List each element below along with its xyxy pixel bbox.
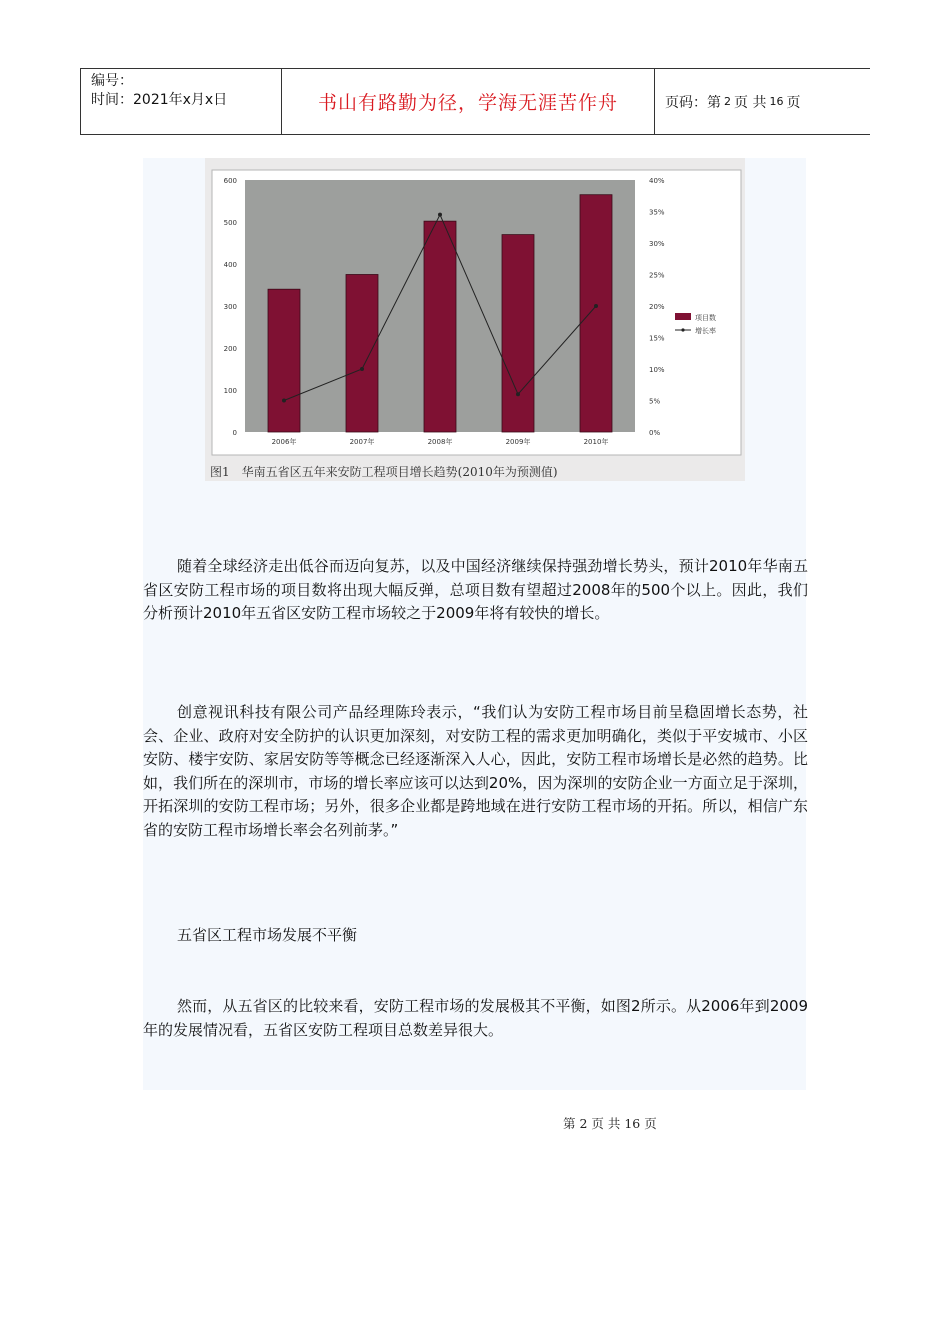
y2-tick-label: 5% [649,397,661,406]
paragraph-2: 创意视讯科技有限公司产品经理陈玲表示，“我们认为安防工程市场目前呈稳固增长态势，社会、企业、政府对安全防护的认识更加深刻，对安防工程的需求更加明确化，类似于平安城市、小区安防、楼宇安防、家居安防等等概念已经逐渐深入人心，因此，安防工程市场增长是必然的趋势。比如，我们所在的深圳市，市场的增长率应该可以达到20%，因为深圳的安防企业一方面立足于深圳，开拓深圳的安防工程市场；另外，很多企业都是跨地域在进行安防工程市场的开拓。所以，相信广东省的安防工程市场增长率会名列前茅。” [143,703,808,839]
header-page-info [655,69,870,134]
y2-tick-label: 10% [649,366,665,374]
y-tick-label: 100 [223,387,237,395]
y2-tick-label: 30% [649,240,665,248]
legend-marker-line [681,328,684,331]
y2-tick-label: 15% [649,334,665,343]
page-suffix: 页 [786,94,801,111]
growth-point [594,304,598,308]
y2-tick-label: 25% [649,271,665,280]
x-tick-label: 2008年 [427,438,453,446]
caption-number: 图1 [210,465,230,479]
y-tick-label: 0 [232,429,237,437]
growth-chart [205,158,745,481]
page-number: 2 [724,95,731,108]
header-info-cell [81,69,282,134]
bar [424,221,456,432]
x-tick-label: 2006年 [271,438,297,446]
page-mid: 页 共 [734,94,767,111]
page-total: 16 [769,95,784,108]
bar [502,235,534,432]
y2-tick-label: 20% [649,303,665,311]
paragraph-1: 随着全球经济走出低谷而迈向复苏，以及中国经济继续保持强劲增长势头，预计2010年华南五省区安防工程市场的项目数将出现大幅反弹，总项目数有望超过2008年的500个以上。因此，我们分析预计2010年五省区安防工程市场较之于2009年将有较快的增长。 [143,557,808,622]
legend-swatch-bars [675,313,691,320]
header-table [80,68,870,135]
bar [346,275,378,433]
page-footer: 第 2 页 共 16 页 [563,1116,657,1131]
figure-1 [205,158,745,481]
legend-label-line: 增长率 [695,327,716,335]
bar [580,195,612,432]
y2-tick-label: 0% [649,429,661,437]
x-tick-label: 2010年 [583,438,609,446]
y2-tick-label: 35% [649,208,665,217]
y2-tick-label: 40% [649,177,665,185]
growth-point [282,399,286,403]
caption-text: 华南五省区五年来安防工程项目增长趋势(2010年为预测值) [241,465,558,479]
time-label: 时间：2021年x月x日 [91,92,228,108]
figure-caption [210,463,570,480]
section-heading: 五省区工程市场发展不平衡 [177,926,358,944]
y-tick-label: 300 [223,303,237,311]
y-tick-label: 200 [223,345,237,353]
header-motto: 书山有路勤为径，学海无涯苦作舟 [282,69,655,134]
page-prefix: 页码：第 [665,94,721,111]
x-tick-label: 2009年 [505,438,531,446]
serial-label: 编号： [91,73,133,89]
y-tick-label: 600 [223,177,237,185]
paragraph-3: 然而，从五省区的比较来看，安防工程市场的发展极其不平衡，如图2所示。从2006年到2009年的发展情况看，五省区安防工程项目总数差异很大。 [143,997,808,1039]
legend-label-bars: 项目数 [695,314,716,322]
growth-point [516,392,520,396]
growth-point [438,213,442,217]
y-tick-label: 500 [223,219,237,227]
x-tick-label: 2007年 [349,438,375,446]
y-tick-label: 400 [223,261,237,269]
growth-point [360,367,364,371]
bar [268,289,300,432]
